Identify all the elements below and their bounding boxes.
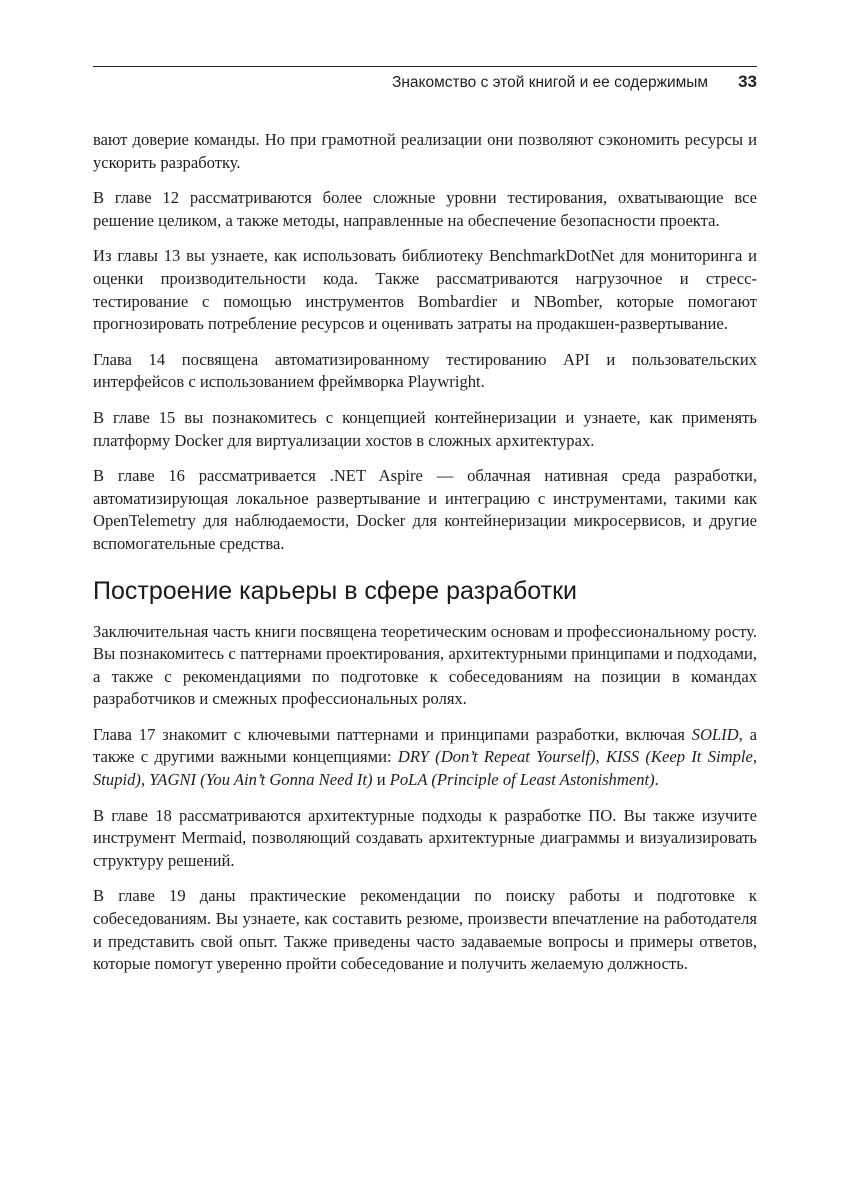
paragraph-chapter-16: В главе 16 рассматривается .NET Aspire — облачная нативная среда разработки, автоматизирующая локальное развертывание и интеграцию с инструментами, такими как OpenTelemetry для наблюдаемости, Docker для контейнеризации микросервисов, и другие вспомогательные средства. [93, 466, 757, 553]
paragraph-chapter-17 [93, 724, 757, 792]
term-solid: SOLID [691, 724, 739, 744]
term-kiss: KISS (Keep It Simple, Stupid) [93, 747, 758, 790]
page-body [93, 129, 757, 989]
ch17-text-1: Глава 17 знакомит с ключевыми паттернами и принципами разработки, включая [93, 724, 692, 744]
paragraph-chapter-15: В главе 15 вы познакомитесь с концепцией контейнеризации и узнаете, как применять платформу Docker для виртуализации хостов в сложных архитектурах. [93, 407, 757, 450]
ch17-text-3: , [595, 747, 606, 767]
term-yagni: YAGNI (You Ain’t Gonna Need It) [149, 770, 373, 790]
paragraph-continuation: вают доверие команды. Но при грамотной реализации они позволяют сэкономить ресурсы и ускорить разработку. [93, 130, 757, 172]
page-number: 33 [738, 72, 757, 91]
paragraph-chapter-19: В главе 19 даны практические рекомендации по поиску работы и подготовке к собеседованиям. Вы узнаете, как составить резюме, произвести впечатление на работодателя и представить свой опыт. Также приведены часто задаваемые вопросы и примеры ответов, которые помогут уверенно пройти собеседование и получить желаемую должность. [93, 886, 757, 974]
running-header [392, 72, 757, 92]
term-dry: DRY (Don’t Repeat Yourself) [397, 747, 596, 767]
paragraph-chapter-12: В главе 12 рассматриваются более сложные уровни тестирования, охватывающие все решение целиком, а также методы, направленные на обеспечение безопасности проекта. [93, 188, 757, 230]
paragraph-chapter-13: Из главы 13 вы узнаете, как использовать библиотеку BenchmarkDotNet для мониторинга и оценки производительности кода. Также рассматриваются нагрузочное и стресс-тестирование с помощью инструментов Bombardier и NBomber, которые помогают прогнозировать потребление ресурсов и оценивать затраты на продакшен-развертывание. [93, 246, 757, 334]
ch17-text-6: . [654, 770, 659, 790]
header-rule [93, 66, 757, 67]
paragraph-section-intro: Заключительная часть книги посвящена теоретическим основам и профессиональному росту. Вы познакомитесь с паттернами проектирования, архитектурными принципами и подходами, а также с рекомендациями по подготовке к собеседованиям на позиции в командах разработчиков и смежных профессиональных ролях. [93, 621, 757, 709]
paragraph-chapter-14: Глава 14 посвящена автоматизированному тестированию API и пользовательских интерфейсов с использованием фреймворка Playwright. [93, 349, 757, 392]
paragraph-chapter-18: В главе 18 рассматриваются архитектурные подходы к разработке ПО. Вы также изучите инструмент Mermaid, позволяющий создавать архитектурные диаграммы и визуализировать структуру решений. [93, 805, 757, 870]
section-heading: Построение карьеры в сфере разработки [93, 576, 577, 605]
running-title: Знакомство с этой книгой и ее содержимым [391, 74, 709, 91]
ch17-text-4: , [140, 770, 150, 790]
ch17-text-2: , а также с другими важными концепциями: [93, 724, 757, 767]
ch17-text-5: и [372, 770, 390, 790]
term-pola: PoLA (Principle of Least Astonishment) [389, 770, 655, 790]
